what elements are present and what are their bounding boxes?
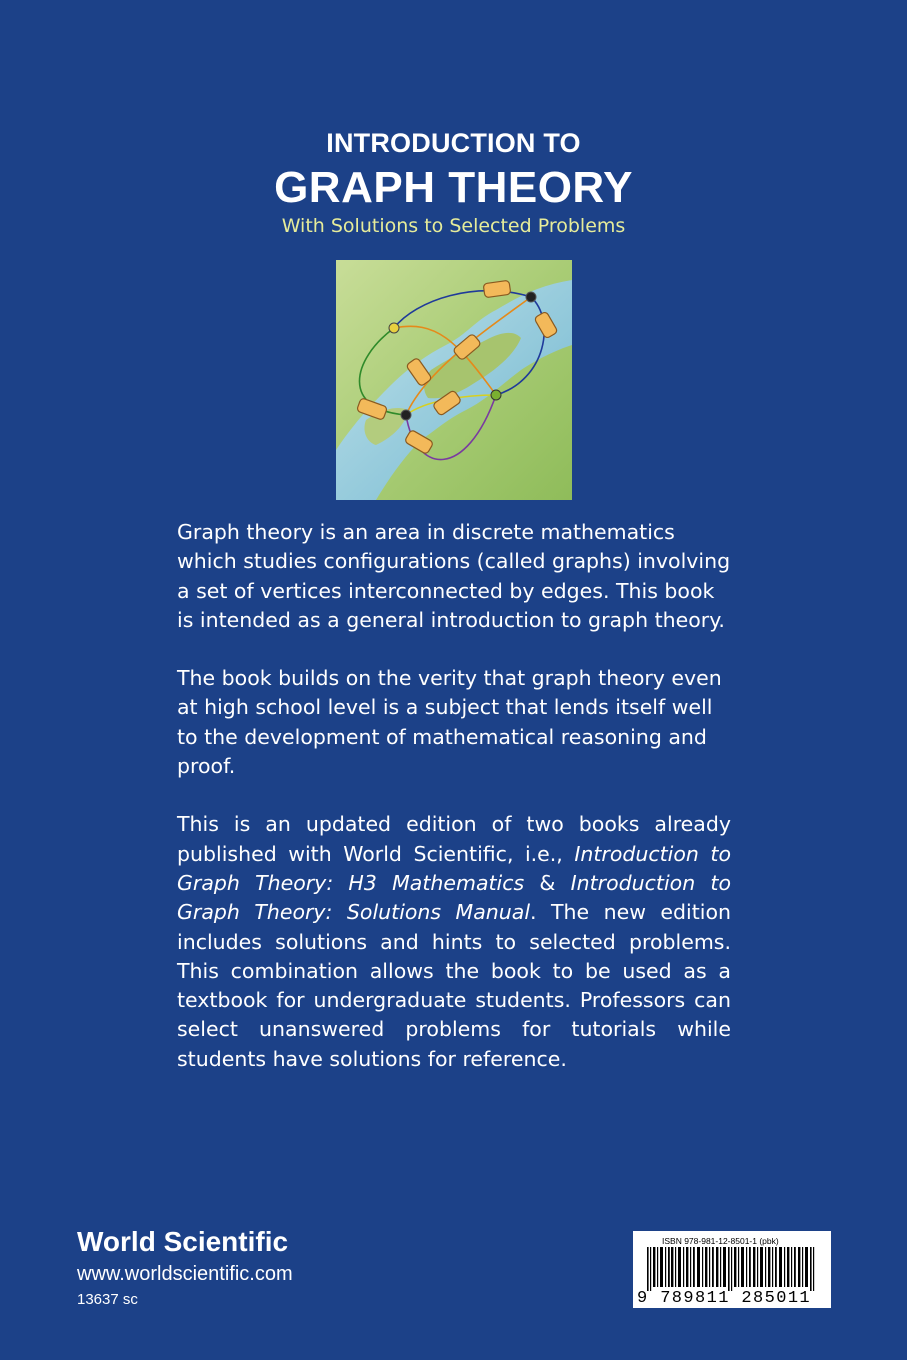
publisher-name: World Scientific <box>77 1226 289 1257</box>
blurb-paragraph-2: The book builds on the verity that graph theory even at high school level is a subject that lends itself well to the development of mathematical reasoning and proof. <box>177 666 722 779</box>
blurb-paragraph-1: Graph theory is an area in discrete mathematics which studies configurations (called graphs) involving a set of vertices interconnected by edges. This book is intended as a general introduction to graph theory. <box>177 520 731 632</box>
publisher-url: www.worldscientific.com <box>77 1263 293 1285</box>
blurb-p3-part-b: & <box>524 870 571 895</box>
blurb-p3-italic-title-1: Introduction to Graph Theory: H3 Mathematics <box>177 841 731 895</box>
blurb-p3-italic-title-2: Introduction to Graph Theory: Solutions Manual <box>177 870 731 925</box>
blurb-p3-part-a: This is an updated edition of two books already published with World Scientific, i.e., <box>177 812 731 866</box>
koenigsberg-bridges-illustration <box>336 260 572 500</box>
cover-title-line1: INTRODUCTION TO <box>326 128 581 158</box>
isbn-barcode <box>633 1231 831 1308</box>
cover-subtitle: With Solutions to Selected Problems <box>281 215 626 237</box>
back-cover-blurb <box>177 518 731 1103</box>
cover-title-line2: GRAPH THEORY <box>274 163 633 212</box>
barcode-digits: 9 789811 285011 <box>637 1289 812 1308</box>
blurb-p3-part-c: . The new edition includes solutions and hints to selected problems. This combination allows the book to be used as a textbook for undergraduate students. Professors can select unanswered problems for tutorials while students have solutions for reference. <box>177 900 731 1071</box>
blurb-paragraph-3 <box>177 810 731 1074</box>
isbn-label: ISBN 978-981-12-8501-1 (pbk) <box>662 1236 779 1246</box>
publisher-code: 13637 sc <box>77 1291 138 1308</box>
